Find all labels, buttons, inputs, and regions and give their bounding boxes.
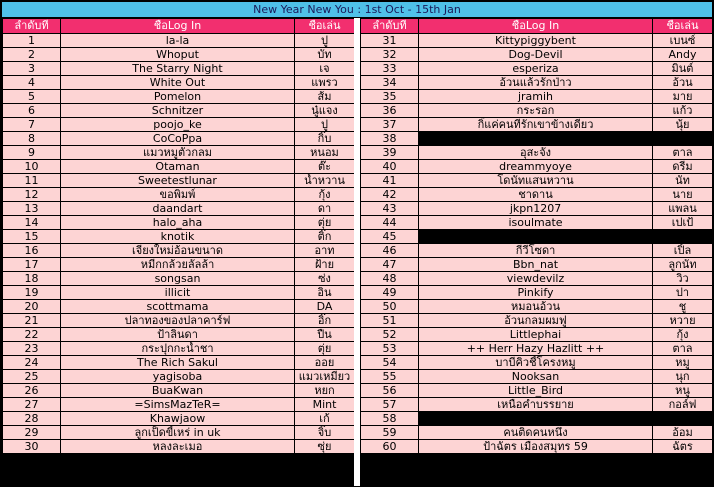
table-row (3, 48, 355, 62)
table-row (361, 328, 713, 342)
row-number: 9 (3, 146, 61, 160)
row-login-name: poojo_ke (61, 118, 295, 132)
table-row (361, 34, 713, 48)
row-nickname: บัท (295, 48, 355, 62)
roster-body-left (3, 34, 355, 454)
table-row (3, 76, 355, 90)
row-number: 43 (361, 202, 419, 216)
row-number: 50 (361, 300, 419, 314)
row-number: 25 (3, 370, 61, 384)
row-login-name: yagisoba (61, 370, 295, 384)
table-row (3, 230, 355, 244)
row-login-name: ป้าลินดา (61, 328, 295, 342)
row-nickname: หยก (295, 384, 355, 398)
row-nickname: กอล์ฟ (653, 398, 713, 412)
row-number: 6 (3, 104, 61, 118)
row-nickname: ดา (295, 202, 355, 216)
row-number: 29 (3, 426, 61, 440)
row-login-name: เจียงใหม่อ้อนขนาด (61, 244, 295, 258)
row-nickname: ส้ม (295, 90, 355, 104)
table-row (361, 412, 713, 426)
row-login-name (419, 132, 653, 146)
row-number: 31 (361, 34, 419, 48)
header-row (361, 19, 713, 34)
row-nickname: นาย (653, 188, 713, 202)
row-nickname: หวาย (653, 314, 713, 328)
row-number: 20 (3, 300, 61, 314)
row-login-name: หมีกกล้วยลัลล้า (61, 258, 295, 272)
row-login-name: illicit (61, 286, 295, 300)
row-login-name: dreammyoye (419, 160, 653, 174)
row-number: 34 (361, 76, 419, 90)
row-login-name: ชาดาน (419, 188, 653, 202)
row-number: 40 (361, 160, 419, 174)
row-login-name: กระรอก (419, 104, 653, 118)
table-row (3, 132, 355, 146)
row-login-name: Schnitzer (61, 104, 295, 118)
table-row (361, 216, 713, 230)
row-login-name: scottmama (61, 300, 295, 314)
row-nickname: นุ้ย (653, 118, 713, 132)
row-nickname: มาย (653, 90, 713, 104)
row-number: 53 (361, 342, 419, 356)
row-login-name: Bbn_nat (419, 258, 653, 272)
row-nickname: น้ำหวาน (295, 174, 355, 188)
table-row (3, 62, 355, 76)
row-number: 56 (361, 384, 419, 398)
row-login-name: โดนัทแสนหวาน (419, 174, 653, 188)
row-login-name: esperiza (419, 62, 653, 76)
row-nickname: ต๊ะ (295, 160, 355, 174)
sheet-title: New Year New You : 1st Oct - 15th Jan (2, 2, 712, 17)
row-number: 7 (3, 118, 61, 132)
table-row (361, 132, 713, 146)
row-nickname: นู๋แจง (295, 104, 355, 118)
row-login-name: isoulmate (419, 216, 653, 230)
row-nickname: ปู (295, 118, 355, 132)
row-login-name: jkpn1207 (419, 202, 653, 216)
table-row (361, 104, 713, 118)
row-login-name: la-la (61, 34, 295, 48)
row-nickname: ดรีม (653, 160, 713, 174)
header-nick: ชื่อเล่น (653, 19, 713, 34)
row-login-name: คนติดคนหนึ่ง (419, 426, 653, 440)
row-number: 1 (3, 34, 61, 48)
row-login-name: Khawjaow (61, 412, 295, 426)
row-login-name: Kittypiggybent (419, 34, 653, 48)
row-login-name: =SimsMazTeR= (61, 398, 295, 412)
table-row (361, 384, 713, 398)
table-row (3, 370, 355, 384)
row-nickname: อาท (295, 244, 355, 258)
row-nickname: มินต์ (653, 62, 713, 76)
row-number: 4 (3, 76, 61, 90)
row-nickname (653, 230, 713, 244)
row-nickname (653, 132, 713, 146)
row-login-name: Dog-Devil (419, 48, 653, 62)
table-row (361, 174, 713, 188)
row-nickname: อ้วน (653, 76, 713, 90)
row-nickname: อิน (295, 286, 355, 300)
row-number: 3 (3, 62, 61, 76)
row-number: 18 (3, 272, 61, 286)
row-nickname: กิ๊บ (295, 132, 355, 146)
table-row (3, 216, 355, 230)
row-number: 14 (3, 216, 61, 230)
row-number: 16 (3, 244, 61, 258)
row-nickname: Andy (653, 48, 713, 62)
row-nickname: แก้ว (653, 104, 713, 118)
row-number: 33 (361, 62, 419, 76)
table-row (361, 272, 713, 286)
row-nickname: DA (295, 300, 355, 314)
row-login-name: viewdevilz (419, 272, 653, 286)
row-login-name: ขอพิมพ์ (61, 188, 295, 202)
row-login-name: อ้วนแล้วรักป่าว (419, 76, 653, 90)
row-nickname: เก้ (295, 412, 355, 426)
table-row (361, 230, 713, 244)
table-row (3, 90, 355, 104)
row-nickname: อิ๊ก (295, 314, 355, 328)
row-number: 2 (3, 48, 61, 62)
row-nickname: แพลน (653, 202, 713, 216)
row-login-name: กระปุกกะน้ำชา (61, 342, 295, 356)
table-row (361, 356, 713, 370)
row-nickname: ลูกนัท (653, 258, 713, 272)
row-login-name: หลงละเมอ (61, 440, 295, 454)
row-number: 60 (361, 440, 419, 454)
row-login-name: Pinkify (419, 286, 653, 300)
row-nickname: ชู (653, 300, 713, 314)
row-number: 5 (3, 90, 61, 104)
row-number: 48 (361, 272, 419, 286)
row-nickname: หมู (653, 356, 713, 370)
row-nickname: ฉัตร (653, 440, 713, 454)
row-number: 57 (361, 398, 419, 412)
row-number: 28 (3, 412, 61, 426)
row-number: 55 (361, 370, 419, 384)
table-row (3, 286, 355, 300)
table-row (361, 398, 713, 412)
row-nickname: จิ๊บ (295, 426, 355, 440)
row-number: 32 (361, 48, 419, 62)
row-login-name: The Rich Sakul (61, 356, 295, 370)
row-nickname: ตุ่ย (295, 216, 355, 230)
table-row (3, 426, 355, 440)
header-login: ชื่อLog In (419, 19, 653, 34)
roster-table-left (2, 18, 355, 454)
row-login-name: The Starry Night (61, 62, 295, 76)
table-row (361, 90, 713, 104)
row-number: 58 (361, 412, 419, 426)
header-no: ลำดับที่ (361, 19, 419, 34)
row-number: 47 (361, 258, 419, 272)
table-row (361, 188, 713, 202)
row-nickname: ตาล (653, 146, 713, 160)
row-login-name: White Out (61, 76, 295, 90)
row-nickname: ออย (295, 356, 355, 370)
row-nickname: นัท (653, 174, 713, 188)
table-row (361, 48, 713, 62)
table-row (3, 34, 355, 48)
row-login-name: daandart (61, 202, 295, 216)
row-number: 24 (3, 356, 61, 370)
row-login-name: halo_aha (61, 216, 295, 230)
table-row (3, 188, 355, 202)
row-login-name: BuaKwan (61, 384, 295, 398)
row-number: 35 (361, 90, 419, 104)
table-row (361, 300, 713, 314)
table-row (3, 440, 355, 454)
row-nickname: กุ้ง (295, 188, 355, 202)
row-login-name: songsan (61, 272, 295, 286)
row-login-name: ป้าฉัตร เมืองสมุทร 59 (419, 440, 653, 454)
header-no: ลำดับที่ (3, 19, 61, 34)
row-nickname: แมวเหมียว (295, 370, 355, 384)
row-login-name: บาบีคิวชี้โครงหมู (419, 356, 653, 370)
row-login-name (419, 230, 653, 244)
row-nickname: ตุ่ย (295, 342, 355, 356)
row-nickname: ฝ้าย (295, 258, 355, 272)
row-nickname (653, 412, 713, 426)
table-row (3, 412, 355, 426)
table-row (361, 118, 713, 132)
row-nickname: ตาล (653, 342, 713, 356)
row-nickname: เบนซ์ (653, 34, 713, 48)
row-login-name: CoCoPpa (61, 132, 295, 146)
row-number: 12 (3, 188, 61, 202)
table-row (361, 76, 713, 90)
row-nickname: หนู (653, 384, 713, 398)
table-row (3, 174, 355, 188)
row-number: 19 (3, 286, 61, 300)
row-number: 13 (3, 202, 61, 216)
row-number: 22 (3, 328, 61, 342)
roster-table-right (360, 18, 713, 454)
row-number: 15 (3, 230, 61, 244)
table-row (3, 202, 355, 216)
table-row (3, 314, 355, 328)
header-row (3, 19, 355, 34)
row-login-name: กีวีโซดา (419, 244, 653, 258)
row-nickname: ซ่ง (295, 272, 355, 286)
row-login-name: หมอนอ้วน (419, 300, 653, 314)
row-nickname: ปู (295, 34, 355, 48)
row-login-name: Littlephai (419, 328, 653, 342)
row-number: 38 (361, 132, 419, 146)
row-login-name: ลูกเป็ดขี้เหร่ in uk (61, 426, 295, 440)
row-number: 49 (361, 286, 419, 300)
roster-body-right (361, 34, 713, 454)
left-column (2, 18, 354, 486)
table-row (3, 244, 355, 258)
table-row (361, 370, 713, 384)
row-login-name: Pomelon (61, 90, 295, 104)
row-login-name: jramih (419, 90, 653, 104)
table-row (3, 342, 355, 356)
right-column (360, 18, 712, 486)
row-nickname: กุ้ง (653, 328, 713, 342)
row-login-name: Otaman (61, 160, 295, 174)
row-login-name (419, 412, 653, 426)
row-number: 41 (361, 174, 419, 188)
row-number: 23 (3, 342, 61, 356)
row-nickname: หนอม (295, 146, 355, 160)
row-number: 54 (361, 356, 419, 370)
row-number: 36 (361, 104, 419, 118)
row-nickname: วิว (653, 272, 713, 286)
row-nickname: นุก (653, 370, 713, 384)
table-row (361, 62, 713, 76)
row-login-name: Sweetestlunar (61, 174, 295, 188)
row-number: 21 (3, 314, 61, 328)
row-login-name: Little_Bird (419, 384, 653, 398)
row-nickname: ซุ่ย (295, 440, 355, 454)
table-row (361, 342, 713, 356)
table-row (3, 146, 355, 160)
row-number: 51 (361, 314, 419, 328)
row-nickname: แพรว (295, 76, 355, 90)
header-nick: ชื่อเล่น (295, 19, 355, 34)
row-nickname: เปิ้ล (653, 244, 713, 258)
row-login-name: ปลาทองของปลาคาร์ฟ (61, 314, 295, 328)
table-row (361, 258, 713, 272)
row-login-name: อ้วนกลมผมฟู (419, 314, 653, 328)
table-row (3, 272, 355, 286)
row-number: 11 (3, 174, 61, 188)
table-row (3, 118, 355, 132)
row-login-name: อุสะจัง (419, 146, 653, 160)
row-nickname: ติ๊ก (295, 230, 355, 244)
row-number: 17 (3, 258, 61, 272)
row-nickname: เจ (295, 62, 355, 76)
table-row (361, 146, 713, 160)
row-number: 30 (3, 440, 61, 454)
row-number: 45 (361, 230, 419, 244)
table-row (361, 160, 713, 174)
row-nickname: ปา (653, 286, 713, 300)
table-row (361, 286, 713, 300)
table-row (3, 328, 355, 342)
table-row (361, 202, 713, 216)
row-login-name: knotik (61, 230, 295, 244)
row-nickname: เปเป้ (653, 216, 713, 230)
table-row (3, 384, 355, 398)
table-row (3, 258, 355, 272)
row-login-name: เหนือคำบรรยาย (419, 398, 653, 412)
table-row (3, 104, 355, 118)
row-number: 42 (361, 188, 419, 202)
row-nickname: อ้อม (653, 426, 713, 440)
row-number: 27 (3, 398, 61, 412)
table-row (361, 314, 713, 328)
row-number: 26 (3, 384, 61, 398)
table-row (361, 244, 713, 258)
row-number: 44 (361, 216, 419, 230)
row-login-name: Nooksan (419, 370, 653, 384)
row-login-name: ++ Herr Hazy Hazlitt ++ (419, 342, 653, 356)
header-login: ชื่อLog In (61, 19, 295, 34)
row-nickname: ปืน (295, 328, 355, 342)
row-number: 8 (3, 132, 61, 146)
table-row (361, 440, 713, 454)
row-number: 10 (3, 160, 61, 174)
row-number: 37 (361, 118, 419, 132)
table-row (3, 300, 355, 314)
row-nickname: Mint (295, 398, 355, 412)
table-row (361, 426, 713, 440)
table-row (3, 160, 355, 174)
row-number: 46 (361, 244, 419, 258)
row-login-name: Whoput (61, 48, 295, 62)
table-row (3, 398, 355, 412)
row-number: 39 (361, 146, 419, 160)
row-number: 52 (361, 328, 419, 342)
row-number: 59 (361, 426, 419, 440)
row-login-name: แมวหมูตัวกลม (61, 146, 295, 160)
table-row (3, 356, 355, 370)
row-login-name: กิ็แค่คนที่รักเขาข้างเดียว (419, 118, 653, 132)
